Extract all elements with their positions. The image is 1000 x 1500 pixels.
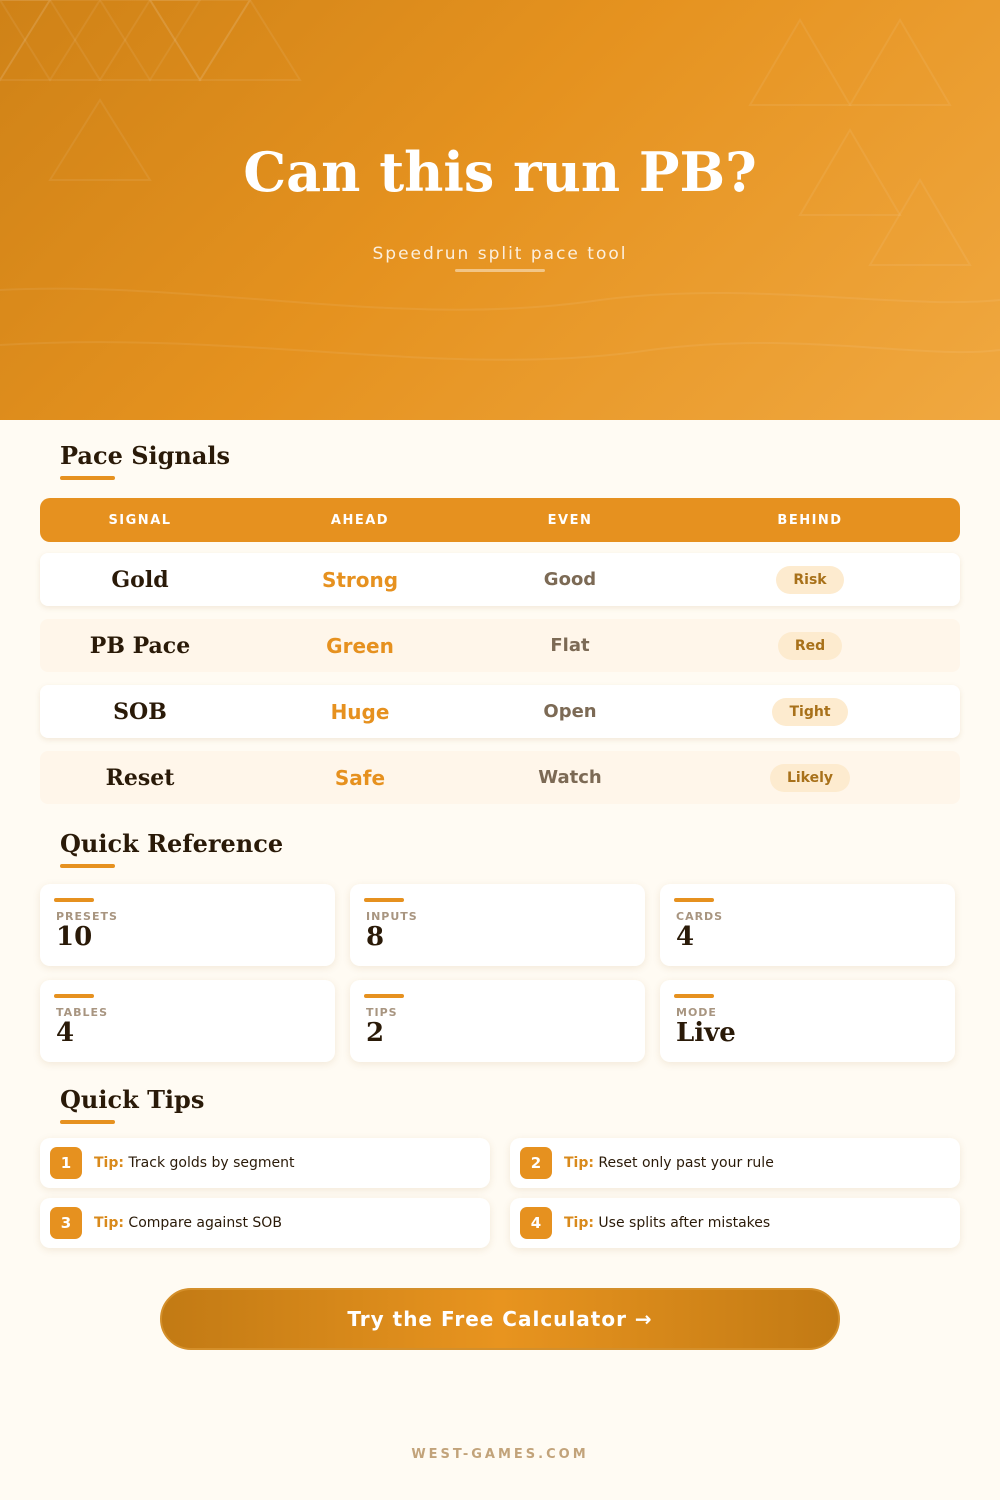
cell-ahead: Green (326, 633, 394, 658)
cell-even: Flat (550, 635, 590, 656)
stat-card-presets (40, 884, 335, 966)
tip-number-badge: 2 (520, 1147, 552, 1179)
tip-text (94, 1215, 282, 1231)
tip-body: Track golds by segment (128, 1155, 295, 1171)
stat-card-mode (660, 980, 955, 1062)
card-value: 2 (366, 1018, 385, 1048)
column-header-behind: BEHIND (777, 512, 843, 528)
stat-card-tables (40, 980, 335, 1062)
table-row (40, 685, 960, 738)
column-header-ahead: AHEAD (330, 512, 390, 528)
card-value: 10 (56, 922, 93, 952)
section-title-pace-signals (60, 441, 230, 480)
card-label: TABLES (56, 1006, 108, 1019)
cell-ahead: Strong (321, 567, 399, 592)
cell-behind-badge: Tight (772, 698, 847, 726)
page-title: Can this run PB? (243, 140, 757, 204)
section-underline (60, 476, 115, 480)
cell-even: Open (543, 701, 597, 722)
column-header-signal: SIGNAL (108, 512, 172, 528)
cell-ahead: Huge (330, 699, 390, 724)
cell-even: Watch (538, 767, 602, 788)
table-row (40, 553, 960, 606)
tip-prefix: Tip: (564, 1215, 594, 1231)
section-title-text: Quick Reference (60, 829, 284, 858)
card-value: 4 (676, 922, 695, 952)
column-header-even: EVEN (547, 512, 593, 528)
tip-body: Use splits after mistakes (598, 1215, 771, 1231)
table-row (40, 751, 960, 804)
card-accent (674, 994, 714, 998)
cell-signal: SOB (113, 698, 167, 725)
section-title-text: Pace Signals (60, 441, 231, 470)
tip-text (94, 1155, 295, 1171)
tip-number-badge: 4 (520, 1207, 552, 1239)
tip-text (564, 1155, 774, 1171)
card-accent (674, 898, 714, 902)
table-row (40, 619, 960, 672)
stat-card-cards (660, 884, 955, 966)
footer-site-link[interactable]: WEST-GAMES.COM (411, 1447, 589, 1462)
card-label: PRESETS (56, 910, 118, 923)
cell-signal: Gold (111, 566, 169, 593)
tip-prefix: Tip: (564, 1155, 594, 1171)
try-calculator-button[interactable]: Try the Free Calculator → (160, 1288, 840, 1350)
cell-signal: Reset (105, 764, 175, 791)
subtitle-underline (455, 269, 545, 272)
card-accent (54, 994, 94, 998)
cell-behind-badge: Red (778, 632, 842, 660)
tip-prefix: Tip: (94, 1155, 124, 1171)
section-title-quick-reference (60, 829, 283, 868)
card-accent (364, 994, 404, 998)
cell-ahead: Safe (334, 765, 386, 790)
card-accent (54, 898, 94, 902)
tip-text (564, 1215, 770, 1231)
card-value: 4 (56, 1018, 75, 1048)
tip-prefix: Tip: (94, 1215, 124, 1231)
card-accent (364, 898, 404, 902)
section-underline (60, 1120, 115, 1124)
table-header (40, 498, 960, 542)
card-label: CARDS (676, 910, 724, 923)
card-value: Live (676, 1018, 736, 1048)
hero-decoration (0, 0, 1000, 420)
stat-card-inputs (350, 884, 645, 966)
tip-body: Compare against SOB (128, 1215, 282, 1231)
tip-item-3 (40, 1198, 490, 1248)
page-subtitle: Speedrun split pace tool (372, 244, 628, 264)
tip-item-1 (40, 1138, 490, 1188)
section-title-text: Quick Tips (60, 1085, 205, 1114)
cell-behind-badge: Likely (770, 764, 850, 792)
hero-banner (0, 0, 1000, 420)
cell-behind-badge: Risk (776, 566, 843, 594)
card-value: 8 (366, 922, 385, 952)
tip-number-badge: 1 (50, 1147, 82, 1179)
cell-even: Good (543, 569, 597, 590)
tip-item-4 (510, 1198, 960, 1248)
stat-card-tips (350, 980, 645, 1062)
section-underline (60, 864, 115, 868)
tip-number-badge: 3 (50, 1207, 82, 1239)
section-title-quick-tips (60, 1085, 204, 1124)
card-label: INPUTS (366, 910, 418, 923)
card-label: MODE (676, 1006, 717, 1019)
tip-item-2 (510, 1138, 960, 1188)
tip-body: Reset only past your rule (598, 1155, 774, 1171)
card-label: TIPS (366, 1006, 398, 1019)
cell-signal: PB Pace (89, 632, 191, 659)
